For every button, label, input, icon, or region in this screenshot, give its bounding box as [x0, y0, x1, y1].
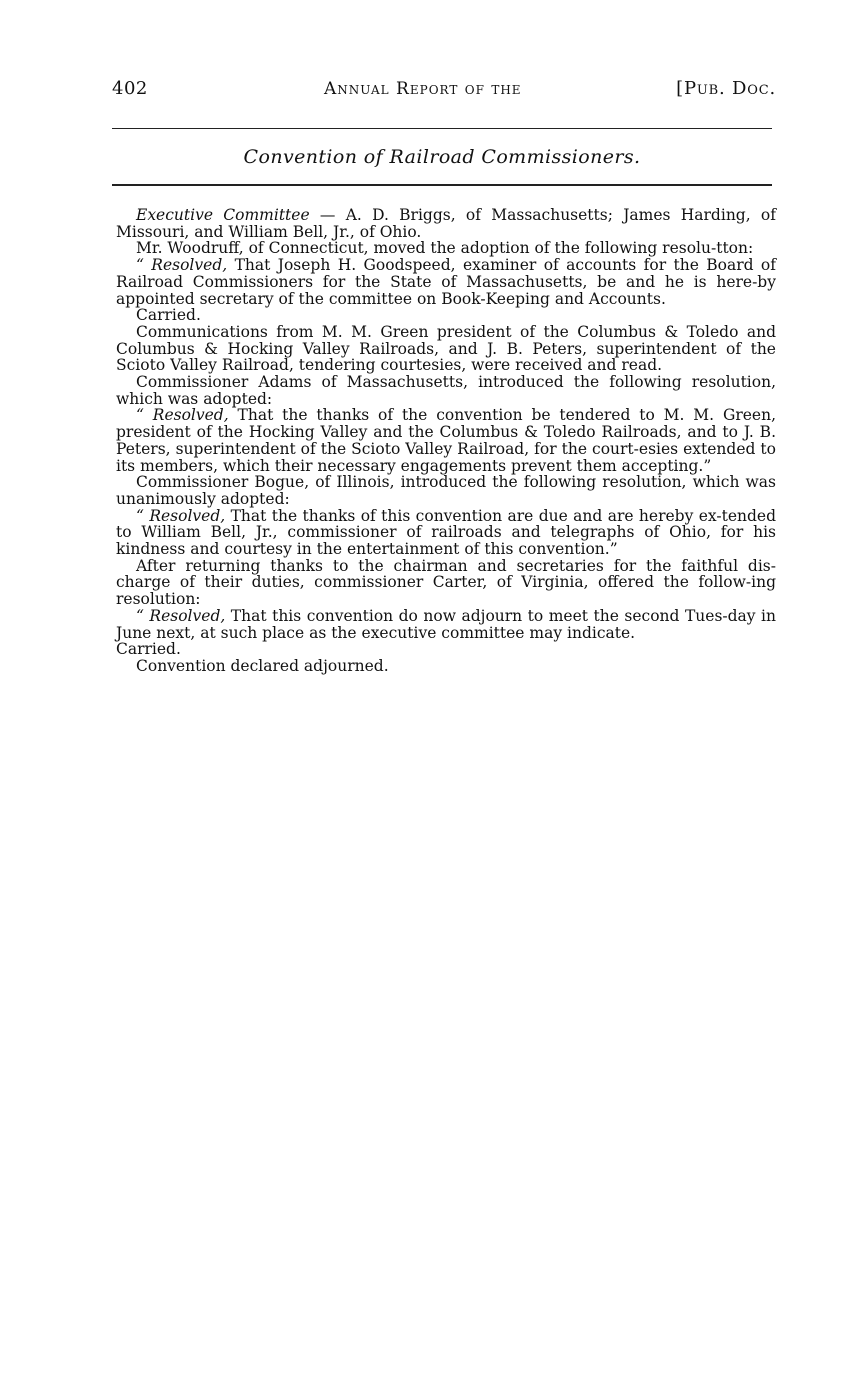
paragraph-adams-motion: Commissioner Adams of Massachusetts, introduced the following resolution, which was adopted: [116, 373, 776, 408]
body-text [116, 207, 776, 675]
document-tag: [Pub. Doc. [676, 78, 776, 99]
paragraph-resolution-thanks-bell: “ Resolved, That the thanks of this convention are due and are hereby ex-tended to William Bell, Jr., commissioner of railroads and telegraphs of Ohio, for his kindness and courtesy in the entertainment of this convention.” [116, 506, 777, 559]
paragraph-resolution-adjourn: “ Resolved, That this convention do now adjourn to meet the second Tues-day in June next, at such place as the executive committee may indicate. [116, 606, 776, 642]
paragraph-executive-committee: Executive Committee — A. D. Briggs, of Massachusetts; James Harding, of Missouri, and William Bell, Jr., of Ohio. [116, 206, 776, 241]
paragraph-communications: Communications from M. M. Green president of the Columbus & Toledo and Columbus & Hocking Valley Railroads, and J. B. Peters, superintendent of the Scioto Valley Railroad, tendering courtesies, were received and read. [116, 322, 776, 375]
paragraph-bogue-motion: Commissioner Bogue, of Illinois, introduced the following resolution, which was unanimously adopted: [116, 473, 776, 508]
page-number: 402 [112, 78, 148, 99]
paragraph-carried-1: Carried. [136, 306, 201, 325]
paragraph-adjourned: Convention declared adjourned. [136, 656, 389, 675]
section-title: Convention of Railroad Commissioners. [243, 146, 641, 168]
paragraph-resolution-thanks-green: “ Resolved, That the thanks of the convention be tendered to M. M. Green, president of the Hocking Valley and the Columbus & Toledo Railroads, and to J. B. Peters, superintendent of the Scioto Valley Railroad, for the court-esies extended to its members, which their necessary engagements prevent them accepting.” [116, 406, 776, 475]
paragraph-carried-2: Carried. [116, 640, 181, 659]
paragraph-carter-motion: After returning thanks to the chairman and secretaries for the faithful dis-charge of their duties, commissioner Carter, of Virginia, offered the follow-ing resolution: [116, 556, 776, 609]
bottom-divider [112, 184, 772, 186]
running-title: Annual Report of the [324, 79, 522, 99]
paragraph-woodruff-motion: Mr. Woodruff, of Connecticut, moved the adoption of the following resolu-tton: [136, 239, 754, 258]
paragraph-resolution-goodspeed: “ Resolved, That Joseph H. Goodspeed, examiner of accounts for the Board of Railroad Commissioners for the State of Massachusetts, be and he is here-by appointed secretary of the committee on Book-Keeping and Accounts. [116, 256, 777, 308]
top-divider [112, 128, 772, 129]
page-header [112, 78, 776, 102]
